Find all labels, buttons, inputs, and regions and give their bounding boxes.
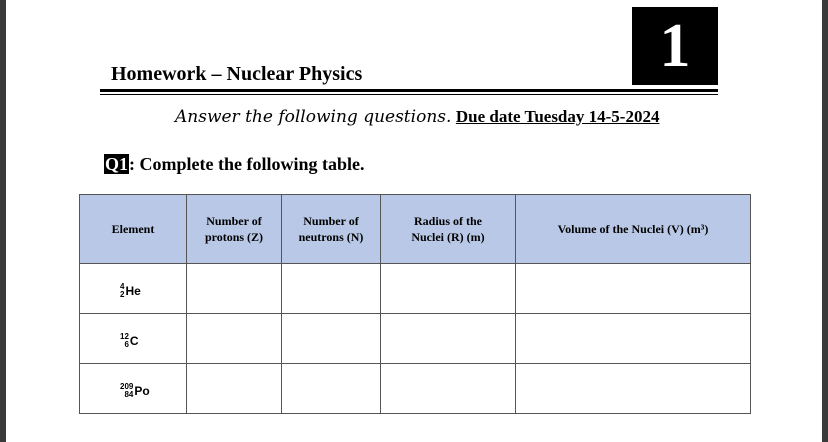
title-rule-thick	[100, 89, 718, 92]
header-neutrons: Number of neutrons (N)	[282, 195, 381, 264]
instructions-text: Answer the following questions.	[175, 107, 452, 127]
protons-cell[interactable]	[187, 364, 282, 414]
radius-cell[interactable]	[381, 314, 516, 364]
neutrons-cell[interactable]	[282, 314, 381, 364]
question-heading	[104, 154, 364, 175]
protons-cell[interactable]	[187, 314, 282, 364]
isotope-c: 12 6 C	[120, 332, 139, 349]
header-volume: Volume of the Nuclei (V) (m³)	[516, 195, 751, 264]
table-row	[80, 364, 751, 414]
question-number: Q1	[105, 154, 129, 174]
neutrons-cell[interactable]	[282, 364, 381, 414]
table-row	[80, 264, 751, 314]
radius-cell[interactable]	[381, 264, 516, 314]
due-date: Due date Tuesday 14-5-2024	[455, 107, 660, 126]
volume-cell[interactable]	[516, 314, 751, 364]
element-cell	[80, 314, 187, 364]
title-rule-thin	[100, 94, 718, 95]
isotope-he: 4 2 He	[120, 282, 141, 299]
protons-cell[interactable]	[187, 264, 282, 314]
question-text: : Complete the following table.	[129, 154, 365, 174]
volume-cell[interactable]	[516, 264, 751, 314]
neutrons-cell[interactable]	[282, 264, 381, 314]
element-cell	[80, 364, 187, 414]
volume-cell[interactable]	[516, 364, 751, 414]
left-frame-edge	[0, 0, 6, 442]
table-header-row	[80, 195, 751, 264]
isotope-po: 209 84 Po	[120, 382, 150, 399]
page-number-badge: 1	[632, 7, 718, 85]
nuclei-table	[79, 194, 751, 414]
radius-cell[interactable]	[381, 364, 516, 414]
header-element: Element	[80, 195, 187, 264]
table-row	[80, 314, 751, 364]
page-title: Homework – Nuclear Physics	[111, 63, 363, 85]
header-radius: Radius of the Nuclei (R) (m)	[381, 195, 516, 264]
element-cell	[80, 264, 187, 314]
instructions	[175, 106, 659, 127]
right-frame-edge	[822, 0, 828, 442]
header-protons: Number of protons (Z)	[187, 195, 282, 264]
